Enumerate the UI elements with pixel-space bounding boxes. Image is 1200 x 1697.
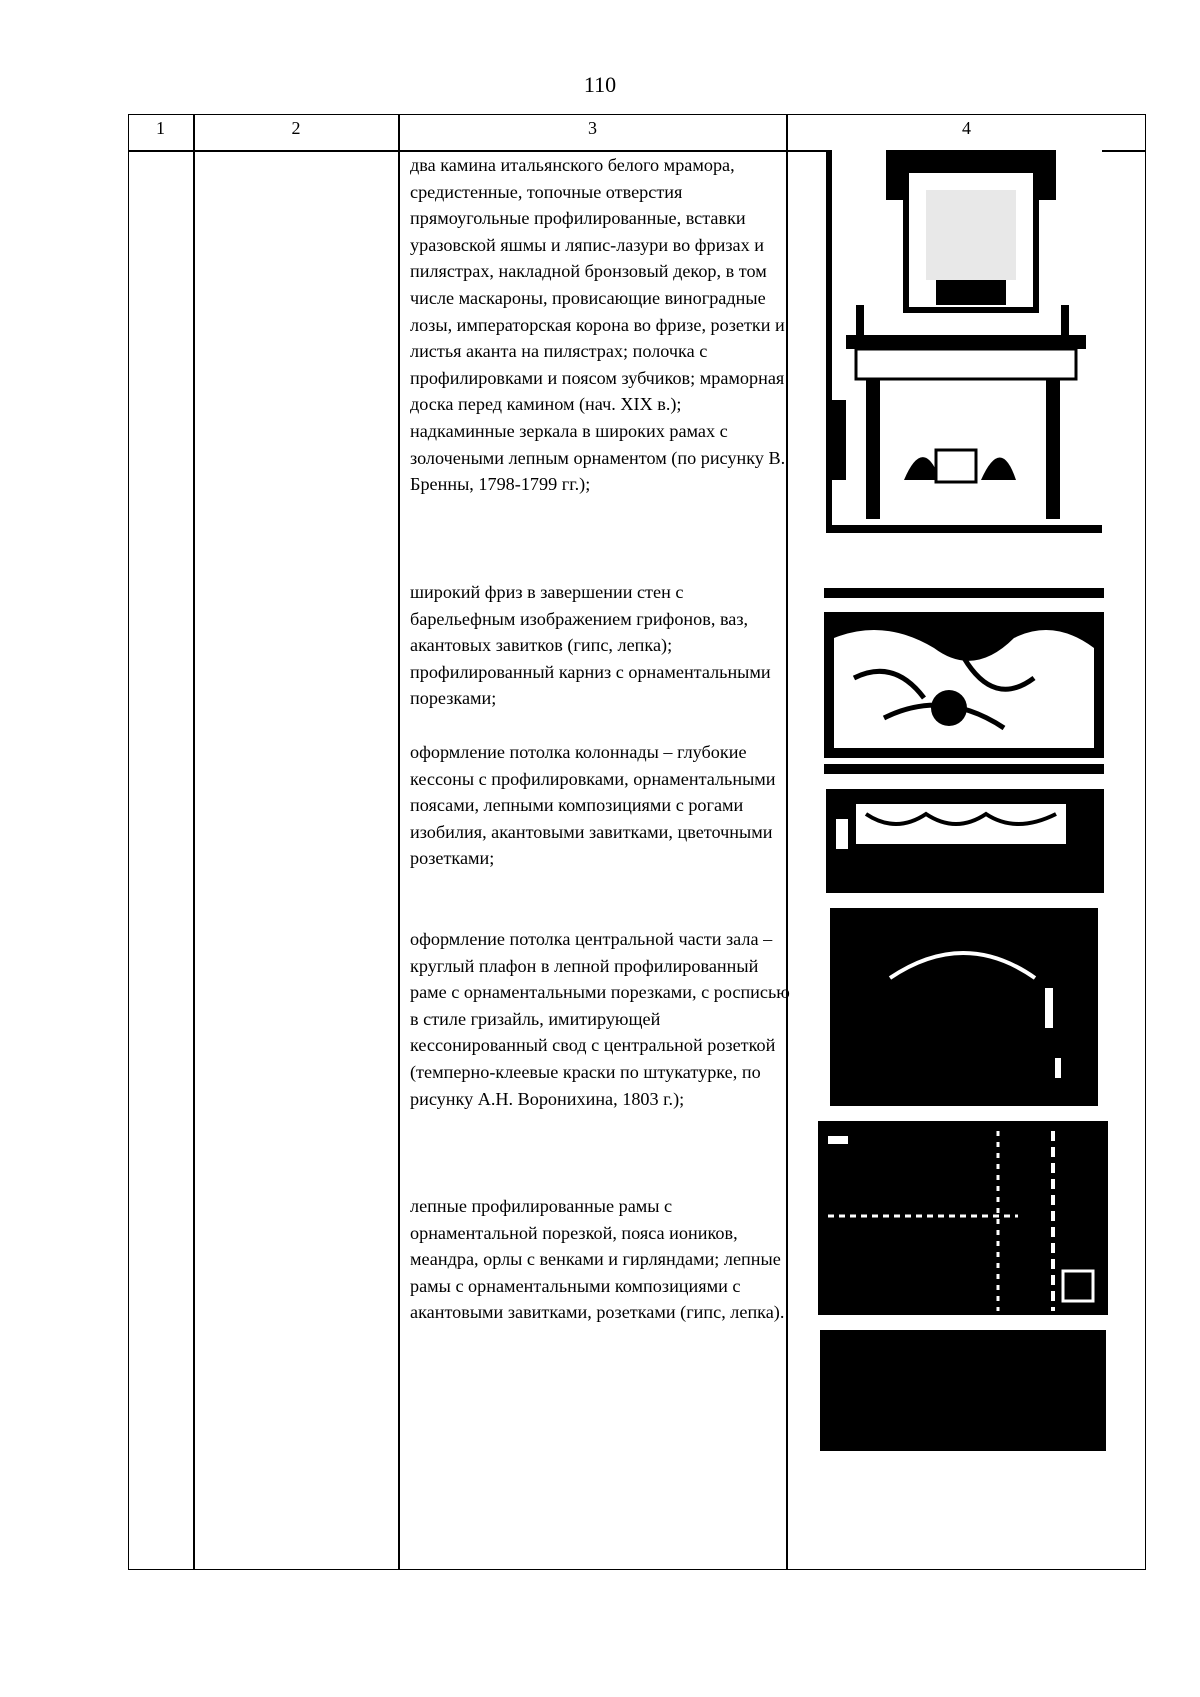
- paragraph-plafond: оформление потолка центральной части зала – круглый плафон в лепной профилированный раме с орнаментальными порезками, с росписью в стиле гризайль, имитирующей кессонированный свод с центральной розеткой (темперно-клеевые краски по штукатурке, по рисунку А.Н. Воронихина, 1803 г.);: [410, 929, 790, 1109]
- column-divider: [398, 114, 400, 1570]
- description-plafond: [410, 926, 790, 1112]
- column-header-3: 3: [588, 118, 597, 138]
- molded-frames-photo: [818, 1121, 1108, 1315]
- column-header-4: 4: [962, 118, 971, 138]
- column-header-2: 2: [291, 118, 301, 138]
- round-plafond-photo: [830, 908, 1098, 1106]
- description-frames: [410, 1193, 790, 1326]
- paragraph-frames: лепные профилированные рамы с орнаментальной порезкой, пояса иоников, меандра, орлы с венками и гирляндами; лепные рамы с орнаментальными композициями с акантовыми завитками, розетками (гипс, лепка).: [410, 1196, 785, 1323]
- description-colonnade-ceiling: [410, 739, 790, 872]
- column-header-1: 1: [156, 118, 165, 138]
- paragraph-frieze: широкий фриз в завершении стен с барельефным изображением грифонов, ваз, акантовых завитков (гипс, лепка); профилированный карниз с орнаментальными порезками;: [410, 582, 771, 709]
- colonnade-ceiling-photo: [826, 789, 1104, 893]
- description-fireplaces: [410, 152, 790, 498]
- column-divider: [193, 114, 195, 1570]
- fireplace-photo: [826, 150, 1102, 533]
- frieze-photo: [824, 588, 1104, 774]
- dark-ceiling-photo: [820, 1330, 1106, 1451]
- paragraph-fireplaces: два камина итальянского белого мрамора, средистенные, топочные отверстия прямоугольные профилированные, вставки уразовской яшмы и ляпис-лазури во фризах и пилястрах, накладной бронзовый декор, в том числе маскароны, провисающие виноградные лозы, императорская корона во фризе, розетки и листья аканта на пилястрах; полочка с профилировками и поясом зубчиков; мраморная доска перед камином (нач. XIX в.); надкаминные зеркала в широких рамах с золочеными лепным орнаментом (по рисунку В. Бренны, 1798-1799 гг.);: [410, 155, 786, 495]
- page-number: 110: [583, 72, 617, 97]
- paragraph-colonnade-ceiling: оформление потолка колоннады – глубокие кессоны с профилировками, орнаментальными поясами, лепными композициями с рогами изобилия, акантовыми завитками, цветочными розетками;: [410, 742, 776, 869]
- description-frieze: [410, 579, 790, 712]
